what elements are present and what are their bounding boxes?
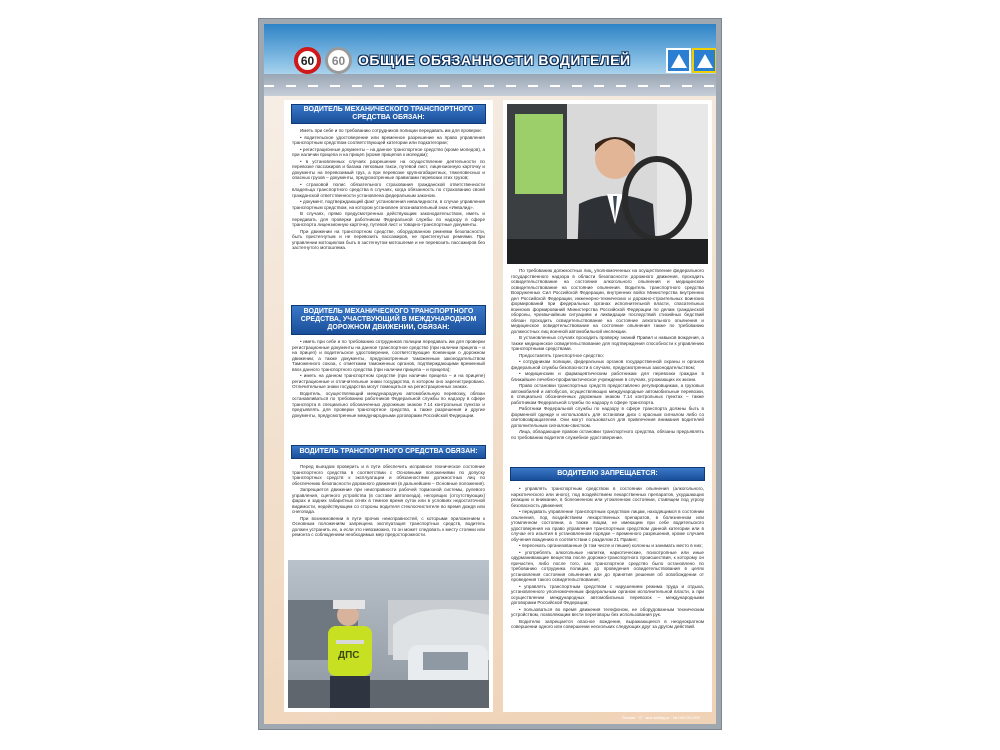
paragraph: • в установленных случаях разрешение на осуществление деятельности по перевозке пассажиров и багажа легковым такси, путевой лист, лицензионную карточку и документы на перевозимый груз, а при перевозке крупногабаритных, тяжеловесных и опасных грузов – документы, предусмотренные правилами перевозки этих грузов; [292,158,485,180]
traffic-police-photo [288,560,489,708]
paragraph: • пересекать организованные (в том числе и пешие) колонны и занимать место в них; [519,543,703,548]
speed-limit-sign-icon [294,47,321,74]
paragraph: • документ, подтверждающий факт установления инвалидности, в случае управления транспортным средством, на котором установлен опознавательный знак «Инвалид». [292,199,485,210]
paragraph: Перед выездом проверить и в пути обеспечить исправное техническое состояние транспортного средства в соответствии с Основными положениями по допуску транспортных средств к эксплуатации и обязанностями должностных лиц по обеспечению безопасности дорожного движения (в дальнейшем – Основные положения). [292,464,485,486]
paragraph: Работники Федеральной службы по надзору в сфере транспорта должны быть в форменной одежде и использовать для остановки диск с красным сигналом либо со световозвращателем. Они могут пользоваться для привлечения внимания водителей дополнительным сигналом-свистком. [511,406,704,428]
poster-frame [258,18,722,730]
paragraph: • страховой полис обязательного страхования гражданской ответственности владельца транспортного средства в случаях, когда обязанность по страхованию своей гражданской ответственности установлена федеральным законом. [292,181,485,198]
paragraph: В случаях, прямо предусмотренных действующим законодательством, иметь и передавать для проверки работникам Федеральной службы по надзору в сфере транспорта лицензионную карточку, путевой лист и товарно-транспортные документы. [292,211,485,227]
section-text-international-driver [292,339,485,440]
left-column [284,100,493,712]
paragraph: • управлять транспортным средством с нарушением режима труда и отдыха, установленного уполномоченным федеральным органом исполнительной власти, а при осуществлении международных автомобильных перевозок – международными договорами Российской Федерации; [511,583,704,605]
pedestrian-crossing-sign-icon [666,48,691,73]
pedestrian-crossing-sign-icon-2 [692,48,716,73]
paragraph: По требованию должностных лиц, уполномоченных на осуществление федерального государственного надзора в области безопасности дорожного движения, проходить освидетельствование на состояние алкогольного опьянения и медицинское освидетельствование на состояние опьянения. Водитель транспортного средства Вооруженных Сил Российской Федерации, внутренних войск Министерства внутренних дел Российской Федерации, инженерно-технических и дорожно-строительных воинских формирований при федеральных органах исполнительной власти, спасательных воинских формирований Министерства Российской Федерации по делам гражданской обороны, чрезвычайным ситуациям и ликвидации последствий стихийных бедствий обязан проходить освидетельствование на состояние алкогольного опьянения и медицинское освидетельствование на состояние опьянения также по требованию должностных лиц военной автомобильной инспекции. [511,268,704,334]
traffic-police-illustration [288,560,489,708]
section-text-driver-prohibited [511,486,704,708]
paragraph: Предоставлять транспортное средство: [519,352,604,358]
paragraph: • употреблять алкогольные напитки, наркотические, психотропные или иные одурманивающие вещества после дорожно-транспортного происшествия, к которому он причастен, либо после того, как транспортное средство было остановлено по требованию сотрудника полиции, до проведения освидетельствования в целях установления состояния опьянения или до принятия решения об освобождении от проведения такого освидетельствования; [511,549,704,582]
paragraph: Иметь при себе и по требованию сотрудников полиции передавать им для проверки: [300,128,482,133]
paragraph: • иметь на данном транспортном средстве (при наличии прицепа – и на прицепе) регистрационные и отличительные знаки государства, в котором оно зарегистрировано. Отличительные знаки государства могут помещаться на регистрационных знаках. [292,373,485,389]
section-title-international-driver: ВОДИТЕЛЬ МЕХАНИЧЕСКОГО ТРАНСПОРТНОГО СРЕДСТВА, УЧАСТВУЮЩИЙ В МЕЖДУНАРОДНОМ ДОРОЖНОМ ДВИЖЕНИИ, ОБЯЗАН: [291,305,486,335]
section-text-driver-obliged [292,128,485,299]
paragraph: • управлять транспортным средством в состоянии опьянения (алкогольного, наркотического или иного), под воздействием лекарственных препаратов, ухудшающих реакцию и внимание, в болезненном или утомленном состоянии, ставящем под угрозу безопасность движения; [511,486,704,508]
paragraph: • водительское удостоверение или временное разрешение на право управления транспортным средством соответствующей категории или подкатегории; [292,134,485,145]
speed-limit-end-value: 60 [331,53,346,68]
speed-limit-end-sign-icon [325,47,352,74]
paragraph: Водитель, осуществляющий международную автомобильную перевозку, обязан останавливаться по требованию работников Федеральной службы по надзору в сфере транспорта в специально обозначенных дорожным знаком 7.14 контрольных пунктах и предъявлять для проверки транспортное средство, а также разрешения и другие документы, предусмотренные международными договорами Российской Федерации. [292,390,485,418]
driver-photo [507,104,708,264]
section-title-driver-prohibited: ВОДИТЕЛЮ ЗАПРЕЩАЕТСЯ: [510,467,705,481]
paragraph: При движении на транспортном средстве, оборудованном ремнями безопасности, быть пристегнутым и не перевозить пассажиров, не пристегнутых ремнями. При управлении мотоциклом быть в застегнутом мотошлеме и не перевозить пассажиров без застегнутого мотошлема. [292,228,485,250]
right-column [503,100,712,712]
section-text-vehicle-driver [292,464,485,554]
footer-credit: Лениве · © · мнк.аа№доы · № 000-00-0/00 [621,715,700,720]
svg-text:ДПС: ДПС [338,650,360,661]
paragraph: В установленных случаях проходить проверку знаний Правил и навыков вождения, а также медицинское освидетельствование для подтверждения способности к управлению транспортными средствами. [511,335,704,351]
speed-limit-value: 60 [300,53,315,68]
paragraph: Запрещается движение при неисправности рабочей тормозной системы, рулевого управления, сцепного устройства (в составе автопоезда), негорящих (отсутствующих) фарах и задних габаритных огнях в темное время суток или в условиях недостаточной видимости, недействующем со стороны водителя стеклоочистителе во время дождя или снегопада. [292,487,485,514]
paragraph: • передавать управление транспортным средством лицам, находящимся в состоянии опьянения, под воздействием лекарственных препаратов, в болезненном или утомленном состоянии, а также лицам, не имеющим при себе водительского удостоверения на право управления транспортным средством данной категории или в случае его изъятия в установленном порядке – временного разрешения, кроме случаев обучения вождению в соответствии с разделом 21 Правил; [511,509,704,542]
paragraph: • иметь при себе и по требованию сотрудников полиции передавать им для проверки регистрационные документы на данное транспортное средство (при наличии прицепа – и на прицеп) и водительское удостоверение, соответствующие Конвенции о дорожном движении, а также документы, предусмотренные таможенным законодательством Таможенного союза, с отметками таможенных органов, подтверждающими временный ввоз данного транспортного средства (при наличии прицепа – и прицепа); [292,339,485,372]
road-markings [264,85,716,87]
poster-canvas [264,24,716,724]
page-title: ОБЩИЕ ОБЯЗАННОСТИ ВОДИТЕЛЕЙ [358,52,631,68]
paragraph: Лица, обладающие правом остановки транспортного средства, обязаны предъявлять по требованию водителя служебное удостоверение. [511,429,704,440]
paragraph: При возникновении в пути прочих неисправностей, с которыми приложением к Основным положениям запрещена эксплуатация транспортных средств, водитель должен устранить их, а если это невозможно, то он может следовать к месту стоянки или ремонта с соблюдением необходимых мер предосторожности. [292,515,485,537]
section-title-driver-obliged: ВОДИТЕЛЬ МЕХАНИЧЕСКОГО ТРАНСПОРТНОГО СРЕДСТВА ОБЯЗАН: [291,104,486,124]
paragraph: • пользоваться во время движения телефоном, не оборудованным техническим устройством, позволяющим вести переговоры без использования рук. [511,606,704,617]
paragraph: Право остановки транспортных средств предоставлено регулировщикам, а грузовых автомобилей и автобусов, осуществляющих международные автомобильные перевозки, в специально обозначенных дорожным знаком 7.14 контрольных пунктах – также работникам Федеральной службы по надзору в сфере транспорта. [511,383,704,405]
driver-illustration [507,104,708,264]
paragraph: • сотрудникам полиции, федеральных органов государственной охраны и органов федеральной службы безопасности в случаях, предусмотренных законодательством; [511,359,704,370]
paragraph: • медицинским и фармацевтическим работникам для перевозки граждан в ближайшее лечебно-профилактическое учреждение в случаях, угрожающих их жизни. [511,371,704,382]
right-column-text [511,268,704,460]
paragraph: Водителю запрещается опасное вождение, выражающееся в неоднократном совершении одного или совершении нескольких следующих друг за другом действий. [511,618,704,629]
section-title-vehicle-driver: ВОДИТЕЛЬ ТРАНСПОРТНОГО СРЕДСТВА ОБЯЗАН: [291,445,486,459]
paragraph: • регистрационные документы – на данное транспортное средство (кроме мопедов), а при наличии прицепа и на прицеп (кроме прицепов к мопедам); [292,146,485,157]
